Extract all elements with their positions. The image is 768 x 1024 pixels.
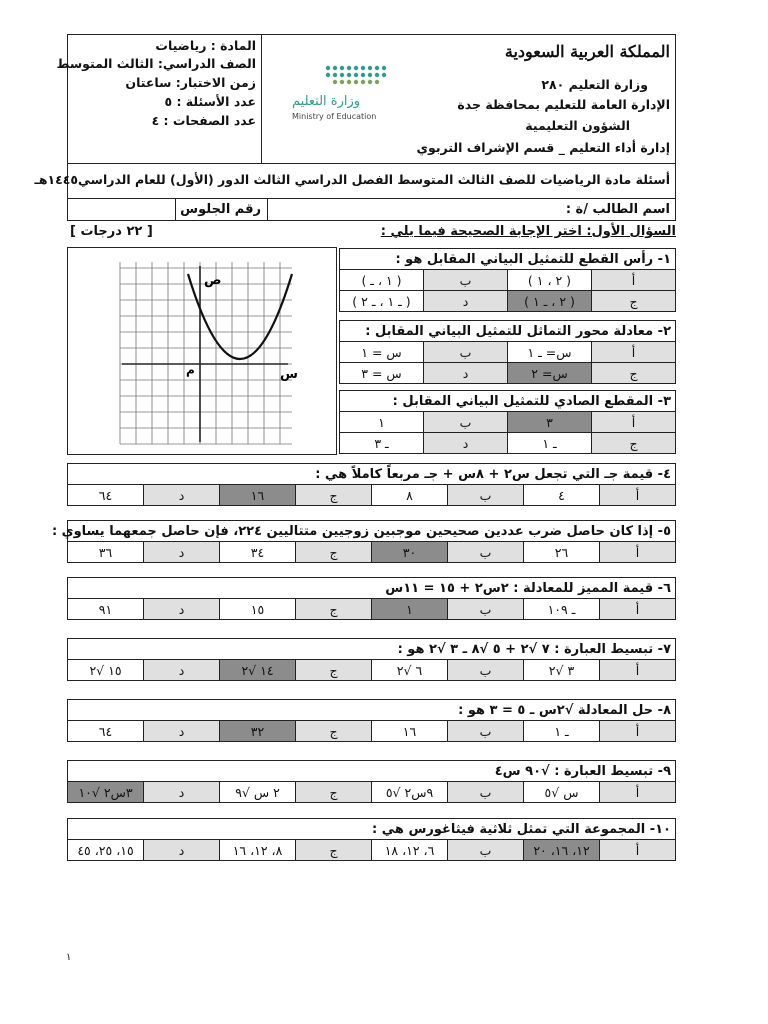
logo-arabic: وزارة التعليم [292,94,361,109]
question-4 [67,463,676,506]
question-text: ٤- قيمة جـ التي تجعل س٢ + ٨س + جـ مربعاً كاملاً هي : [68,464,676,485]
option-b[interactable]: ٦ √٢ [372,660,448,681]
option-letter: د [424,291,508,312]
ministry-line-4: إدارة أداء التعليم _ قسم الإشراف التربوي [416,140,670,155]
question-text: ٥- إذا كان حاصل ضرب عددين صحيحين موجبين زوجيين متتاليين ٢٢٤، فإن حاصل جمعهما يساوي : [68,521,676,542]
option-letter: ب [448,599,524,620]
option-b[interactable]: ١ [372,599,448,620]
option-c[interactable]: ٣٢ [220,721,296,742]
question-text: ١٠- المجموعة التي تمثل ثلاثية فيثاغورس هي : [68,819,676,840]
option-d[interactable]: ١٥، ٢٥، ٤٥ [68,840,144,861]
option-letter: د [424,363,508,384]
option-letter: ج [296,660,372,681]
question-text: ٩- تبسيط العبارة : √٩٠ س٤ [68,761,676,782]
option-b[interactable]: س = ١ [340,342,424,363]
seat-number-label: رقم الجلوس [180,202,261,217]
option-letter: أ [592,342,676,363]
option-c[interactable]: ٢ س √٩ [220,782,296,803]
option-letter: ب [424,342,508,363]
logo-english: Ministry of Education [292,112,377,121]
option-letter: أ [600,660,676,681]
question-text: ٣- المقطع الصادي للتمثيل البياني المقابل : [340,391,676,412]
option-b[interactable]: ( ١ ، ـ ) [340,270,424,291]
option-letter: د [144,840,220,861]
graph-x-label: س [280,367,298,382]
parabola-graph [120,262,298,444]
question-text: ٧- تبسيط العبارة : ٧ √٢ + ٥ √٨ ـ ٣ √٢ هو : [68,639,676,660]
option-a[interactable]: ـ ١ [524,721,600,742]
option-letter: أ [592,270,676,291]
option-letter: أ [600,542,676,563]
option-letter: ب [448,485,524,506]
option-letter: د [144,782,220,803]
option-d[interactable]: س = ٣ [340,363,424,384]
option-letter: ج [296,782,372,803]
option-c[interactable]: س= ٢ [508,363,592,384]
question-9 [67,760,676,803]
option-c[interactable]: ١٤ √٢ [220,660,296,681]
option-a[interactable]: ٤ [524,485,600,506]
option-letter: ج [592,363,676,384]
option-d[interactable]: ( ـ ١ ، ـ ٢ ) [340,291,424,312]
option-letter: د [144,542,220,563]
option-a[interactable]: ٢٦ [524,542,600,563]
option-letter: د [144,660,220,681]
question-text: ٦- قيمة المميز للمعادلة : ٢س٢ + ١٥ = ١١س [68,578,676,599]
option-a[interactable]: ( ٢ ، ١ ) [508,270,592,291]
seat-divider-1 [175,198,176,221]
option-letter: ب [448,840,524,861]
option-letter: د [144,485,220,506]
option-b[interactable]: ٩س٢ √٥ [372,782,448,803]
option-letter: ب [448,721,524,742]
option-a[interactable]: ـ ١٠٩ [524,599,600,620]
option-b[interactable]: ١ [340,412,424,433]
graph-grid [120,262,292,444]
option-letter: ج [296,840,372,861]
student-name-label: اسم الطالب /ة : [565,202,670,217]
question-8 [67,699,676,742]
section-marks: [ ٢٢ درجات ] [70,224,153,239]
page-number: ١ [66,952,72,963]
option-a[interactable]: ٣ √٢ [524,660,600,681]
option-c[interactable]: ٣٤ [220,542,296,563]
question-6 [67,577,676,620]
option-letter: أ [600,485,676,506]
graph-origin-label: م [186,363,195,377]
option-letter: د [144,721,220,742]
option-d[interactable]: ٩١ [68,599,144,620]
question-text: ٨- حل المعادلة √٢س ـ ٥ = ٣ هو : [68,700,676,721]
question-text: ١- رأس القطع للتمثيل البياني المقابل هو : [340,249,676,270]
option-letter: ج [296,542,372,563]
question-3 [339,390,676,454]
option-letter: د [144,599,220,620]
option-d[interactable]: ـ ٣ [340,433,424,454]
option-c[interactable]: ١٦ [220,485,296,506]
info-questions-count: عدد الأسئلة : ٥ [164,94,256,109]
ministry-line-1: وزارة التعليم ٢٨٠ [541,77,648,92]
option-a[interactable]: ١٢، ١٦، ٢٠ [524,840,600,861]
option-letter: ج [592,291,676,312]
option-b[interactable]: ١٦ [372,721,448,742]
option-c[interactable]: ٨، ١٢، ١٦ [220,840,296,861]
option-d[interactable]: ١٥ √٢ [68,660,144,681]
option-letter: ب [448,542,524,563]
header-divider [261,34,262,164]
ministry-logo [286,60,406,122]
option-letter: ب [424,270,508,291]
option-letter: ج [296,599,372,620]
option-letter: ب [448,782,524,803]
option-c[interactable]: ( ٢ ، ـ ١ ) [508,291,592,312]
option-letter: أ [592,412,676,433]
option-letter: أ [600,721,676,742]
student-name-field[interactable] [268,199,568,220]
option-letter: أ [600,840,676,861]
option-d[interactable]: ٣٦ [68,542,144,563]
seat-number-field[interactable] [68,199,174,220]
question-10 [67,818,676,861]
question-7 [67,638,676,681]
option-letter: ج [296,485,372,506]
option-d[interactable]: ٦٤ [68,721,144,742]
option-d[interactable]: ٣س٢ √١٠ [68,782,144,803]
kingdom-title: المملكة العربية السعودية [504,42,670,61]
section-title: السؤال الأول: اختر الإجابة الصحيحة فيما يلي : [380,224,676,239]
option-b[interactable]: ٦، ١٢، ١٨ [372,840,448,861]
exam-title: أسئلة مادة الرياضيات للصف الثالث المتوسط الفصل الدراسي الثالث الدور (الأول) للعام الدراسي١٤٤٥هـ [34,172,670,187]
info-pages-count: عدد الصفحات : ٤ [151,113,256,128]
info-grade: الصف الدراسي: الثالث المتوسط [56,56,256,71]
option-letter: ج [296,721,372,742]
option-b[interactable]: ٣٠ [372,542,448,563]
option-c[interactable]: ـ ١ [508,433,592,454]
info-subject: المادة : رياضيات [155,38,256,53]
option-a[interactable]: س √٥ [524,782,600,803]
option-letter: د [424,433,508,454]
question-5 [51,520,676,563]
question-text: ٢- معادلة محور التماثل للتمثيل البياني المقابل : [340,321,676,342]
option-c[interactable]: ١٥ [220,599,296,620]
question-1 [339,248,676,312]
option-d[interactable]: ٦٤ [68,485,144,506]
info-time: زمن الاختبار: ساعتان [125,75,256,90]
option-a[interactable]: ٣ [508,412,592,433]
question-2 [339,320,676,384]
ministry-line-2: الإدارة العامة للتعليم بمحافظة جدة [457,97,670,112]
option-letter: أ [600,599,676,620]
option-a[interactable]: س= ـ ١ [508,342,592,363]
graph-y-label: ص [204,273,222,288]
option-letter: ب [448,660,524,681]
option-letter: أ [600,782,676,803]
option-letter: ج [592,433,676,454]
option-b[interactable]: ٨ [372,485,448,506]
option-letter: ب [424,412,508,433]
ministry-line-3: الشؤون التعليمية [525,118,630,133]
logo-dots-icon [286,60,406,90]
